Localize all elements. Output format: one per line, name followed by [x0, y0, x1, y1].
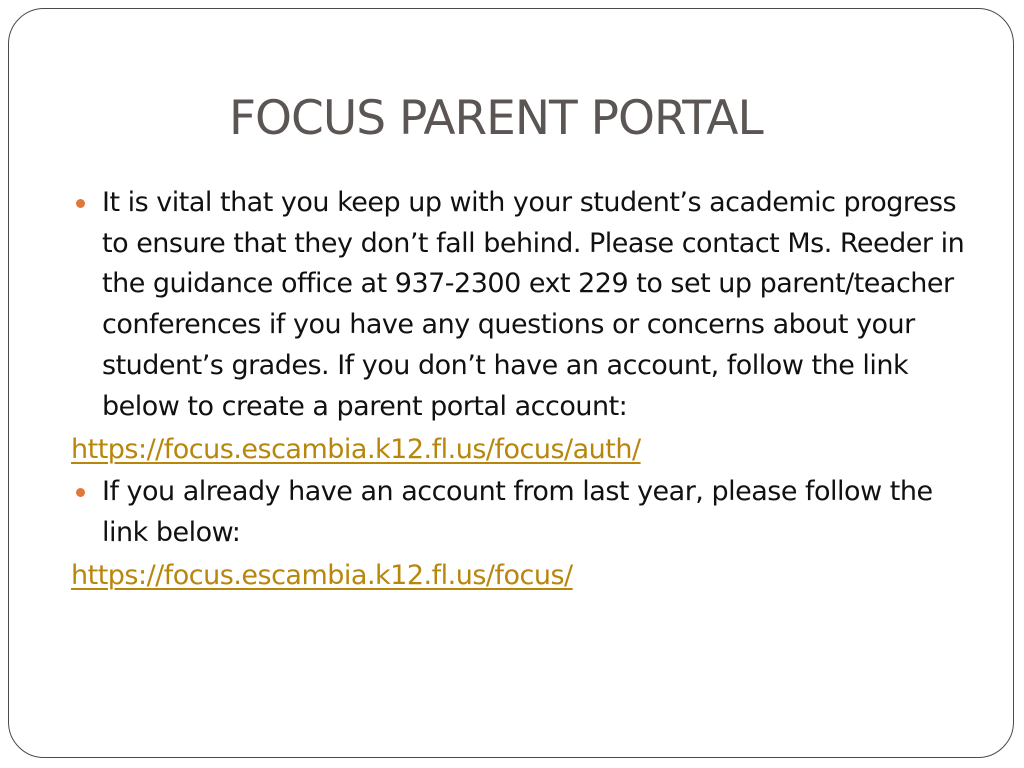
create-account-link[interactable]: https://focus.escambia.k12.fl.us/focus/auth/: [71, 434, 641, 466]
slide-content: [71, 183, 976, 598]
bullet-item-2: [71, 472, 976, 553]
bullet-dot-icon: [76, 199, 85, 208]
link-line-1: [71, 430, 976, 471]
bullet-text-1: It is vital that you keep up with your student’s academic progress to ensure that they don’t fall behind. Please contact Ms. Reeder in the guidance office at 937-2300 ext 229 to set up parent/teacher conferences if you have any questions or concerns about your student’s grades. If you don’t have an account, follow the link below to create a parent portal account:: [102, 187, 965, 422]
slide-frame: [8, 8, 1014, 758]
link-line-2: [71, 556, 976, 597]
bullet-text-2: If you already have an account from last year, please follow the link below:: [102, 475, 933, 548]
bullet-item-1: [71, 183, 976, 427]
existing-account-link[interactable]: https://focus.escambia.k12.fl.us/focus/: [71, 560, 573, 592]
bullet-dot-icon: [76, 488, 85, 497]
slide-title: FOCUS PARENT PORTAL: [229, 91, 763, 146]
